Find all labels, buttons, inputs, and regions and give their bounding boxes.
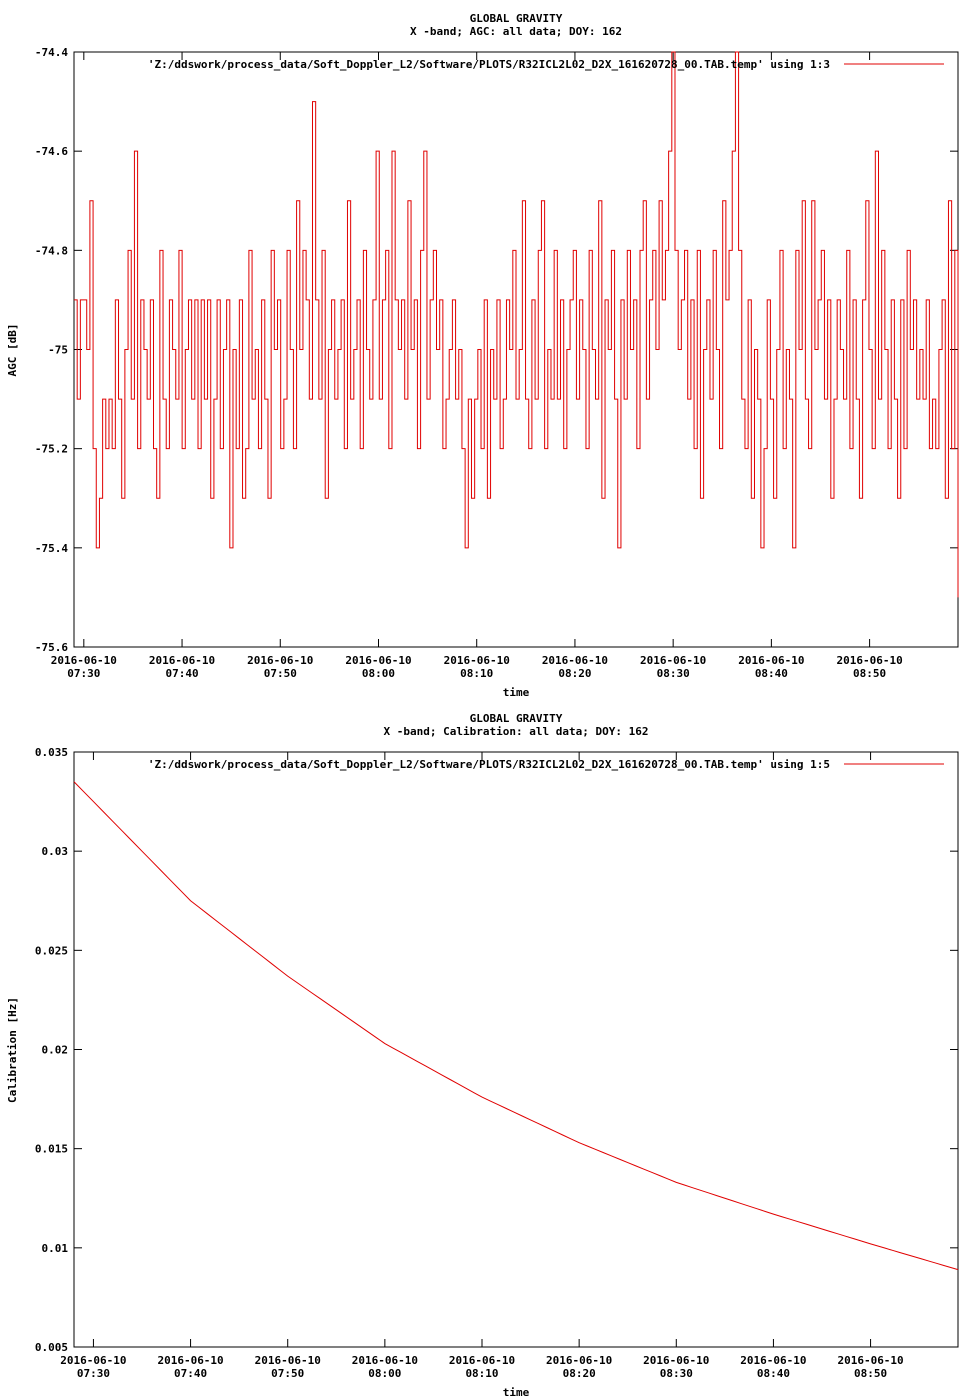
x-tick-date: 2016-06-10 xyxy=(443,654,510,667)
x-tick-date: 2016-06-10 xyxy=(836,654,903,667)
x-tick-time: 08:40 xyxy=(754,667,788,680)
y-tick-label: 0.02 xyxy=(41,1043,68,1057)
x-tick-date: 2016-06-10 xyxy=(247,654,314,667)
y-tick-label: -75.6 xyxy=(34,641,68,654)
plot-frame xyxy=(74,752,958,1347)
chart-subtitle: X -band; AGC: all data; DOY: 162 xyxy=(410,25,622,38)
x-tick-date: 2016-06-10 xyxy=(738,654,805,667)
x-tick-date: 2016-06-10 xyxy=(148,654,216,667)
y-tick-label: 0.015 xyxy=(34,1142,68,1156)
y-tick-label: -75.4 xyxy=(34,541,68,555)
chart-title: GLOBAL GRAVITY xyxy=(469,712,563,725)
x-tick-time: 07:40 xyxy=(174,1367,208,1380)
x-axis-label: time xyxy=(502,686,530,699)
x-tick-time: 07:30 xyxy=(76,1367,110,1380)
legend-label: 'Z:/ddswork/process_data/Soft_Doppler_L2/Software/PLOTS/R32ICL2L02_D2X_161620728_00.TAB.temp' using 1:3 xyxy=(147,58,830,71)
y-tick-label: -75.2 xyxy=(34,442,68,456)
x-tick-date: 2016-06-10 xyxy=(157,1354,224,1367)
x-tick-time: 08:50 xyxy=(854,1367,888,1380)
x-tick-time: 08:30 xyxy=(659,1367,693,1380)
x-tick-date: 2016-06-10 xyxy=(740,1354,807,1367)
chart-title: GLOBAL GRAVITY xyxy=(469,12,563,25)
x-tick-date: 2016-06-10 xyxy=(643,1354,710,1367)
x-tick-date: 2016-06-10 xyxy=(837,1354,904,1367)
x-tick-date: 2016-06-10 xyxy=(254,1354,321,1367)
y-tick-label: 0.01 xyxy=(41,1241,68,1255)
x-tick-date: 2016-06-10 xyxy=(448,1354,516,1367)
y-tick-label: -75 xyxy=(48,343,68,357)
x-tick-time: 07:40 xyxy=(165,667,199,680)
calibration-chart xyxy=(0,700,980,1400)
x-tick-time: 08:20 xyxy=(558,667,592,680)
y-tick-label: 0.025 xyxy=(34,944,68,958)
y-tick-label: 0.035 xyxy=(34,746,68,759)
y-axis-label: Calibration [Hz] xyxy=(6,997,19,1103)
series-line xyxy=(74,52,958,597)
x-tick-date: 2016-06-10 xyxy=(50,654,117,667)
y-tick-label: -74.4 xyxy=(34,46,68,59)
x-tick-time: 08:50 xyxy=(853,667,887,680)
series-line xyxy=(74,782,958,1270)
x-tick-time: 08:00 xyxy=(368,1367,402,1380)
x-tick-time: 08:40 xyxy=(756,1367,790,1380)
y-tick-label: -74.6 xyxy=(34,145,68,159)
x-tick-date: 2016-06-10 xyxy=(345,654,412,667)
x-tick-date: 2016-06-10 xyxy=(541,654,609,667)
x-tick-time: 08:00 xyxy=(361,667,396,680)
x-tick-time: 08:10 xyxy=(460,667,494,680)
x-tick-date: 2016-06-10 xyxy=(546,1354,613,1367)
legend-label: 'Z:/ddswork/process_data/Soft_Doppler_L2/Software/PLOTS/R32ICL2L02_D2X_161620728_00.TAB.temp' using 1:5 xyxy=(147,758,830,771)
x-tick-time: 07:50 xyxy=(263,667,297,680)
y-tick-label: 0.03 xyxy=(41,845,68,859)
x-tick-time: 07:30 xyxy=(67,667,101,680)
x-tick-time: 07:50 xyxy=(271,1367,305,1380)
x-tick-time: 08:10 xyxy=(465,1367,499,1380)
y-tick-label: 0.005 xyxy=(34,1341,68,1354)
x-tick-date: 2016-06-10 xyxy=(60,1354,127,1367)
x-tick-time: 08:20 xyxy=(562,1367,596,1380)
x-tick-date: 2016-06-10 xyxy=(351,1354,418,1367)
chart-subtitle: X -band; Calibration: all data; DOY: 162 xyxy=(383,725,649,738)
y-tick-label: -74.8 xyxy=(34,244,68,258)
x-axis-label: time xyxy=(502,1386,530,1399)
y-axis-label: AGC [dB] xyxy=(6,323,19,377)
x-tick-date: 2016-06-10 xyxy=(640,654,707,667)
x-tick-time: 08:30 xyxy=(656,667,690,680)
